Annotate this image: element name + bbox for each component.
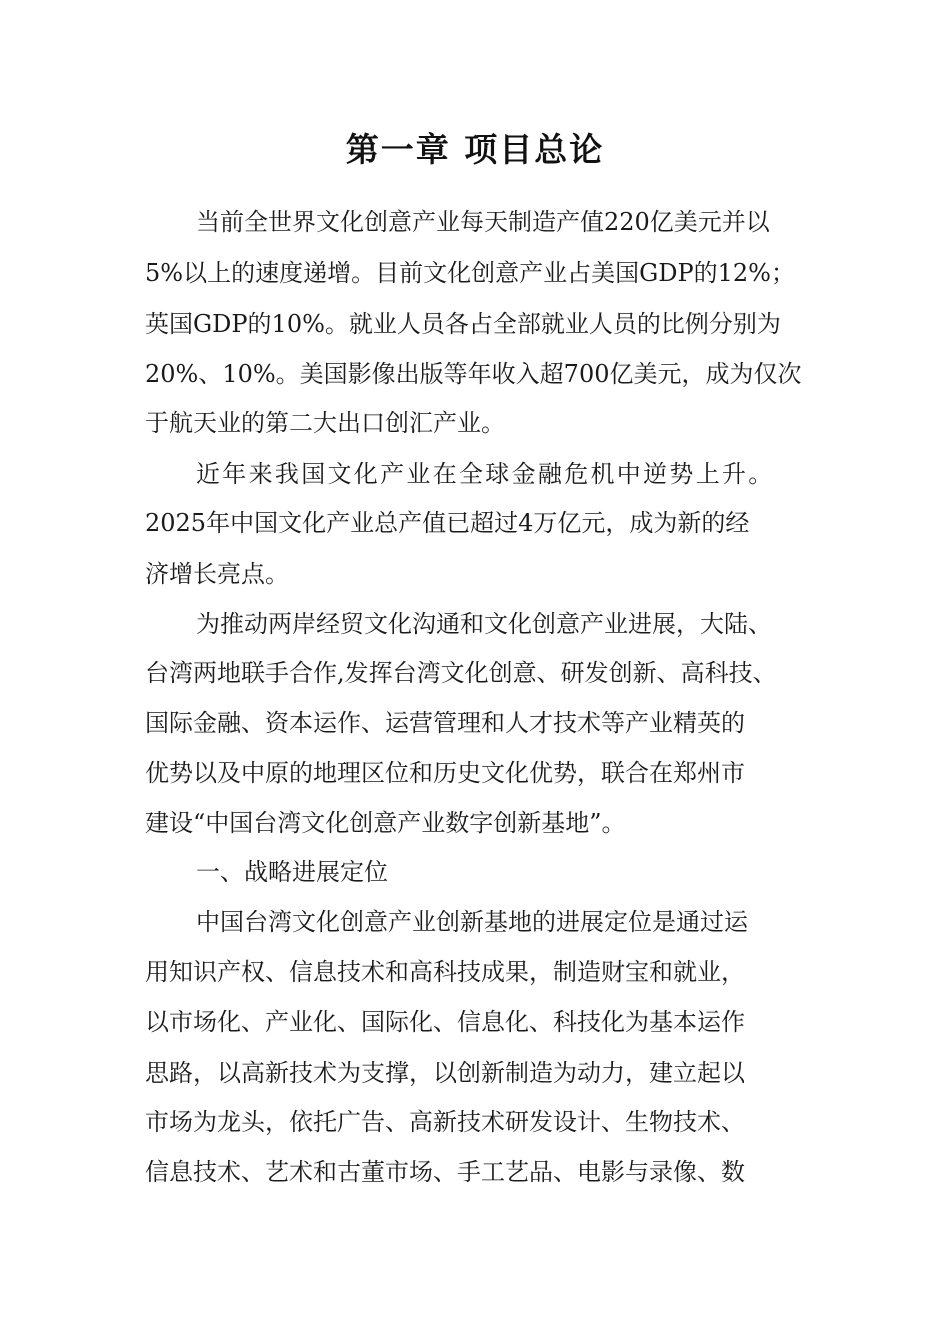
paragraph-line: 建设“中国台湾文化创意产业数字创新基地”。: [145, 809, 626, 837]
paragraph-line: 于航天业的第二大出口创汇产业。: [145, 409, 505, 437]
paragraph-line: 为推动两岸经贸文化沟通和文化创意产业进展，大陆、: [196, 610, 772, 638]
paragraph-line: 以市场化、产业化、国际化、信息化、科技化为基本运作: [145, 1008, 745, 1036]
paragraph-line: 优势以及中原的地理区位和历史文化优势，联合在郑州市: [145, 759, 745, 787]
paragraph-line: 济增长亮点。: [145, 560, 289, 588]
paragraph-line: 2025年中国文化产业总产值已超过4万亿元，成为新的经: [145, 509, 750, 537]
paragraph-line: 5%以上的速度递增。目前文化创意产业占美国GDP的12%；: [145, 259, 795, 287]
paragraph-line: 近年来我国文化产业在全球金融危机中逆势上升。: [196, 460, 775, 488]
paragraph-line: 信息技术、艺术和古董市场、手工艺品、电影与录像、数: [145, 1158, 745, 1186]
paragraph-line: 思路，以高新技术为支撑，以创新制造为动力，建立起以: [145, 1059, 745, 1087]
paragraph-line: 20%、10%。美国影像出版等年收入超700亿美元，成为仅次: [145, 360, 802, 388]
paragraph-line: 英国GDP的10%。就业人员各占全部就业人员的比例分别为: [145, 310, 781, 338]
paragraph-line: 当前全世界文化创意产业每天制造产值220亿美元并以: [196, 208, 770, 236]
chapter-title: 第一章 项目总论: [345, 130, 605, 169]
section-heading: 一、战略进展定位: [196, 858, 388, 886]
paragraph-line: 国际金融、资本运作、运营管理和人才技术等产业精英的: [145, 709, 745, 737]
paragraph-line: 台湾两地联手合作,发挥台湾文化创意、研发创新、高科技、: [145, 659, 777, 687]
paragraph-line: 中国台湾文化创意产业创新基地的进展定位是通过运: [196, 908, 748, 936]
paragraph-line: 用知识产权、信息技术和高科技成果，制造财宝和就业，: [145, 958, 745, 986]
paragraph-line: 市场为龙头，依托广告、高新技术研发设计、生物技术、: [145, 1108, 745, 1136]
